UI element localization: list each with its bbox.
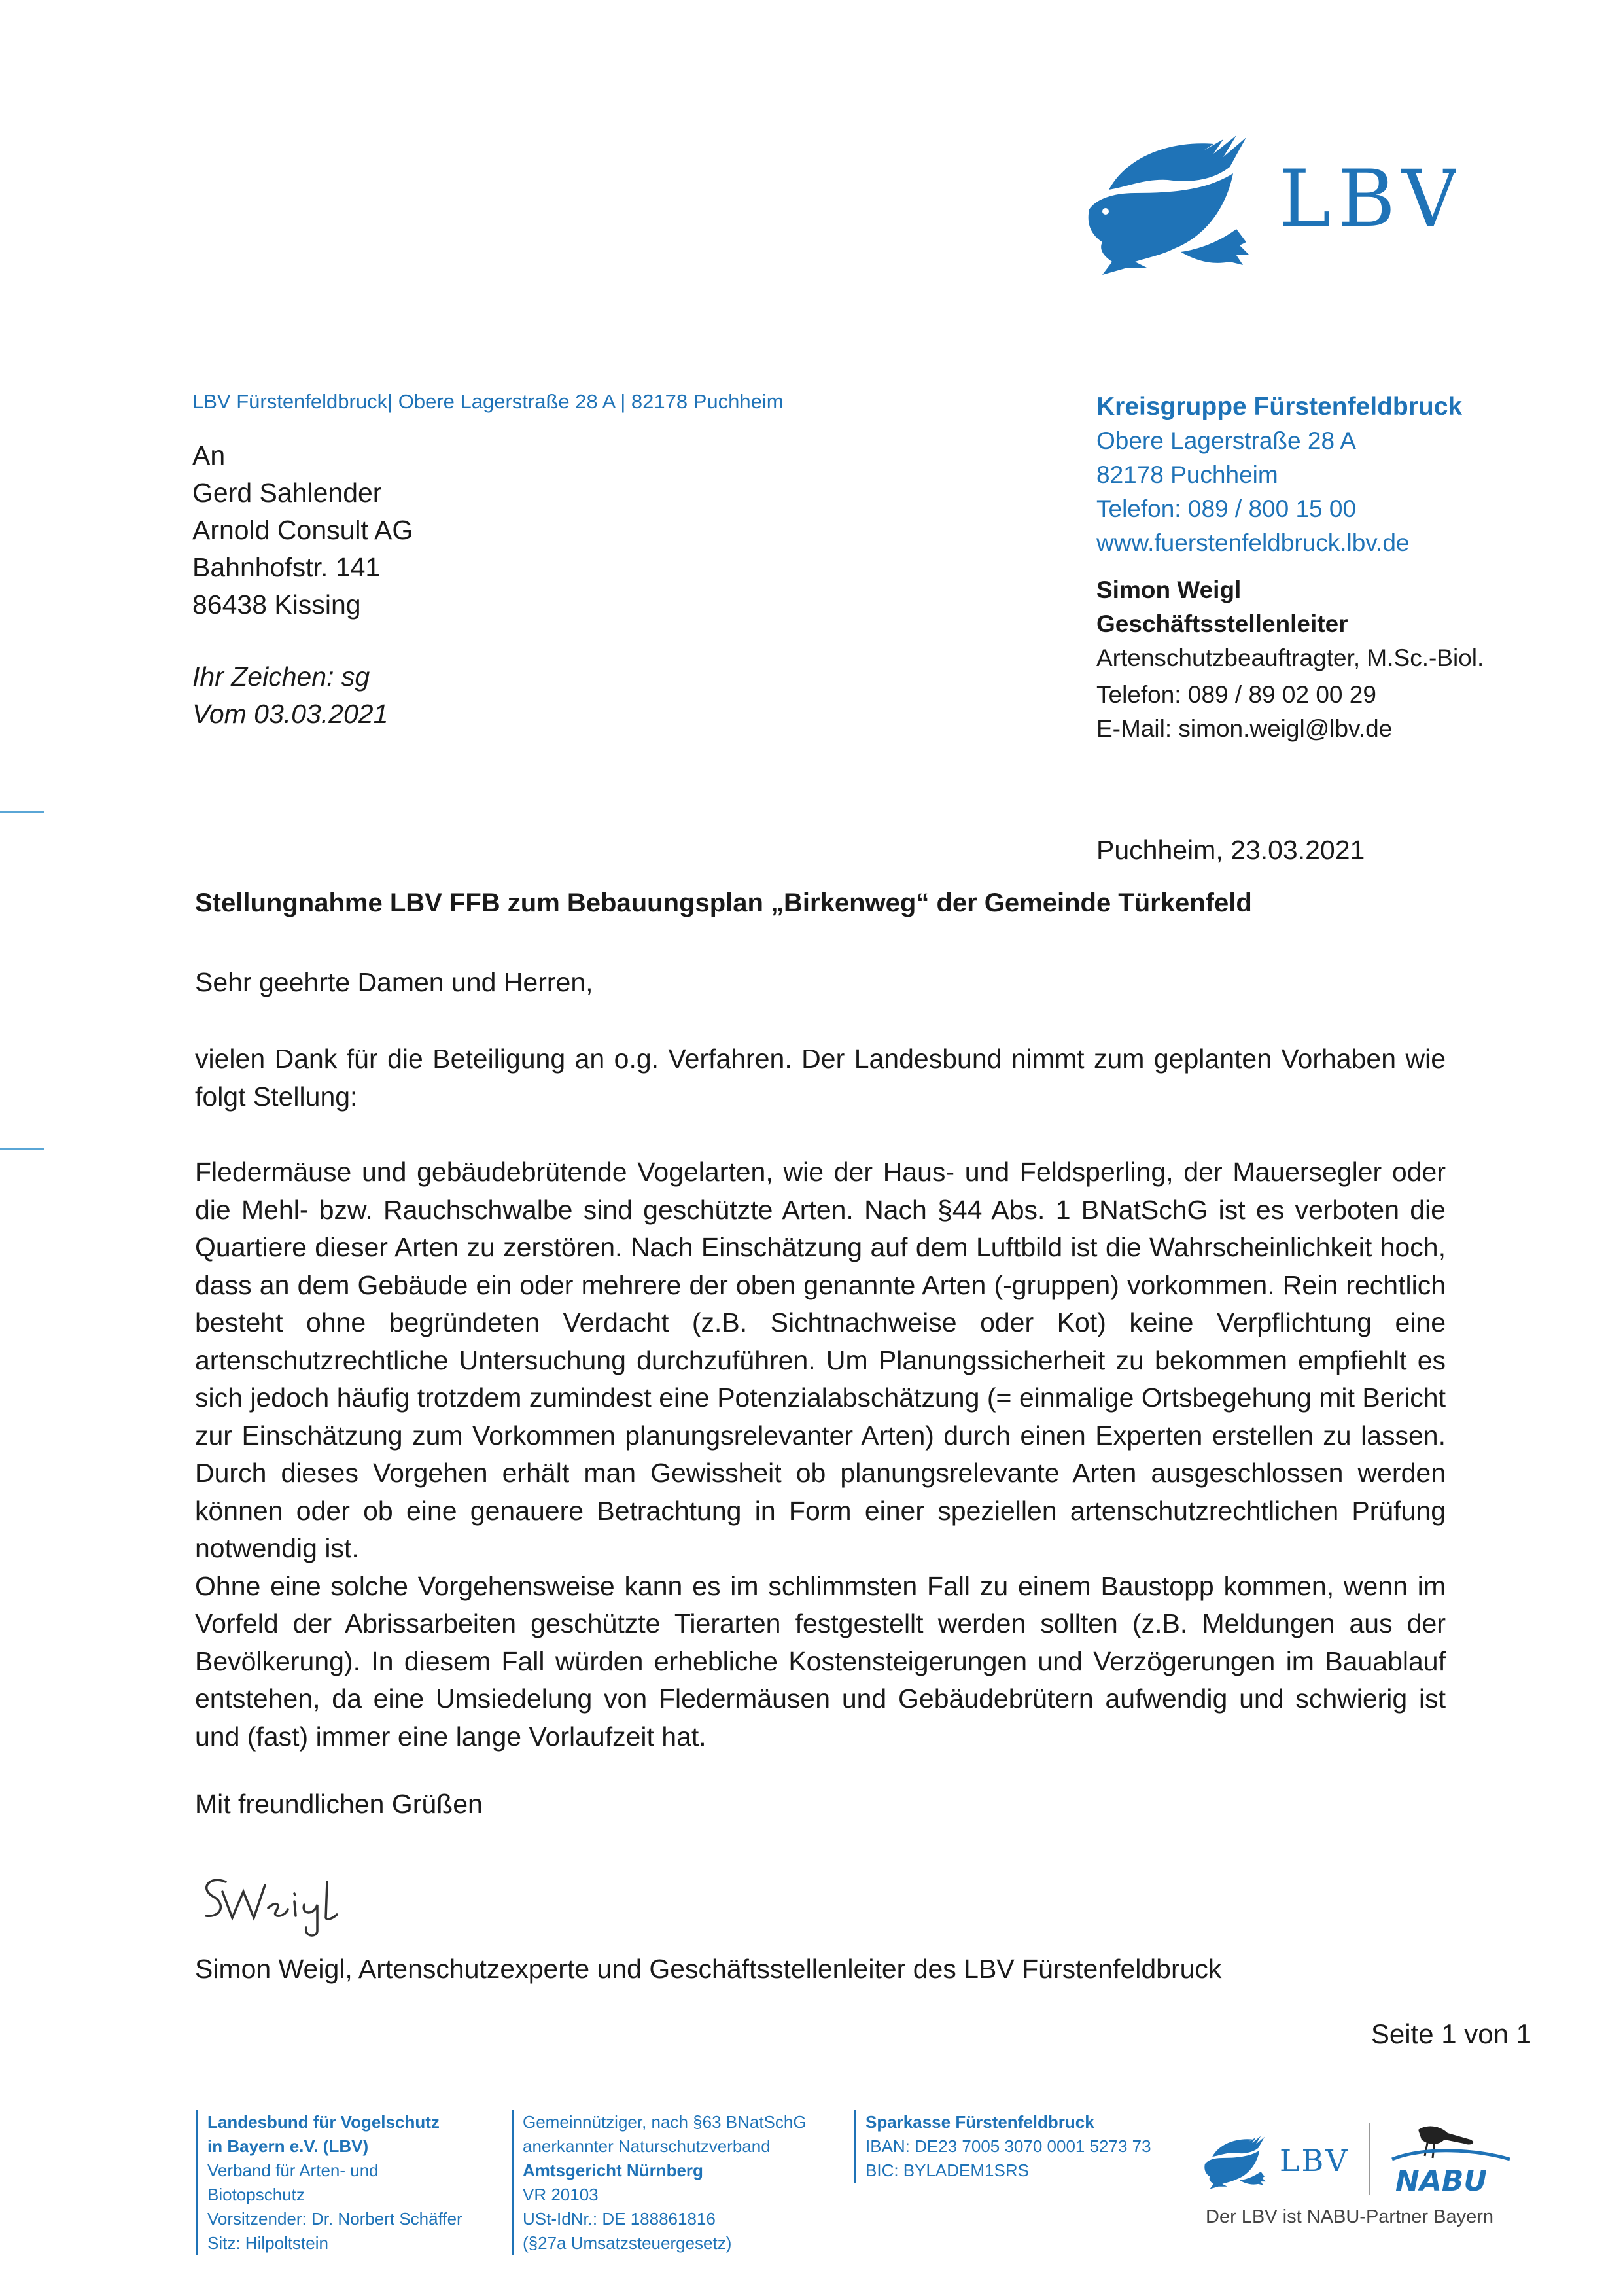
footer-line: IBAN: DE23 7005 3070 0001 5273 73 xyxy=(865,2136,1151,2156)
person-line: Telefon: 089 / 89 02 00 29 xyxy=(1096,681,1376,708)
recipient-line: 86438 Kissing xyxy=(192,590,361,620)
fold-mark xyxy=(0,1148,44,1150)
footer-line: BIC: BYLADEM1SRS xyxy=(865,2161,1029,2180)
footer-line: Verband für Arten- und xyxy=(207,2161,379,2180)
footer-line: (§27a Umsatzsteuergesetz) xyxy=(523,2233,732,2253)
contact-block xyxy=(1096,390,1567,746)
footer-line: Sitz: Hilpoltstein xyxy=(207,2233,328,2253)
person-name: Simon Weigl xyxy=(1096,576,1242,603)
reference-block xyxy=(192,658,388,733)
recipient-line: Arnold Consult AG xyxy=(192,515,413,545)
salutation: Sehr geehrte Damen und Herren, xyxy=(195,967,593,997)
paragraph-text: Fledermäuse und gebäudebrütende Vogelarten, wie der Haus- und Feldsperling, der Mauersegler oder die Mehl- bzw. Rauchschwalbe sind geschützte Arten. Nach §44 Abs. 1 BNatSchG ist es verboten die Quartiere dieser Arten zu zerstören. Nach Einschätzung auf dem Luftbild ist die Wahrscheinlichkeit hoch, dass an dem Gebäude ein oder mehrere der oben genannte Arten (-gruppen) vorkommen. Rein rechtlich besteht ohne begründeten Verdacht (z.B. Sichtnachweise oder Kot) keine Verpflichtung eine artenschutzrechtliche Untersuchung durchzuführen. Um Planungssicherheit zu bekommen empfiehlt es sich jedoch häufig trotzdem zumindest eine Potenzialabschätzung (= einmalige Ortsbegehung mit Bericht zur Einschätzung zum Vorkommen planungsrelevanter Arten) durch einen Experten erstellen zu lassen. Durch dieses Vorgehen erhält man Gewissheit ob planungsrelevante Arten ausgeschlossen werden können oder ob eine genauere Betrachtung in Form einer speziellen artenschutzrechtlichen Prüfung notwendig ist. xyxy=(195,1157,1446,1563)
website-link[interactable]: www.fuerstenfeldbruck.lbv.de xyxy=(1096,529,1410,556)
footer-column-association xyxy=(196,2110,462,2255)
footer-line: Biotopschutz xyxy=(207,2185,305,2204)
footer-line: VR 20103 xyxy=(523,2185,599,2204)
person-line: Artenschutzbeauftragter, M.Sc.-Biol. xyxy=(1096,645,1484,671)
footer-line: anerkannter Naturschutzverband xyxy=(523,2136,771,2156)
stork-icon xyxy=(1392,2127,1510,2159)
paragraph-text: vielen Dank für die Beteiligung an o.g. Verfahren. Der Landesbund nimmt zum geplanten Vorhaben wie folgt Stellung: xyxy=(195,1044,1446,1112)
footer-line: in Bayern e.V. (LBV) xyxy=(207,2136,369,2156)
address-line: Obere Lagerstraße 28 A xyxy=(1096,427,1356,454)
recipient-line: Gerd Sahlender xyxy=(192,478,382,508)
signature-line: Simon Weigl, Artenschutzexperte und Geschäftsstellenleiter des LBV Fürstenfeldbruck xyxy=(195,1954,1222,1984)
footer-column-bank xyxy=(854,2110,1151,2183)
kingfisher-bird-icon xyxy=(1089,135,1249,275)
group-title: Kreisgruppe Fürstenfeldbruck xyxy=(1096,393,1463,421)
person-title: Geschäftsstellenleiter xyxy=(1096,610,1348,637)
lbv-logo xyxy=(1083,128,1456,311)
footer-line: Amtsgericht Nürnberg xyxy=(523,2161,703,2180)
footer-line: Gemeinnütziger, nach §63 BNatSchG xyxy=(523,2112,807,2132)
footer-column-legal xyxy=(512,2110,807,2255)
reference-line: Ihr Zeichen: sg xyxy=(192,662,370,692)
logo-text: LBV xyxy=(1279,154,1456,245)
email-link[interactable]: E-Mail: simon.weigl@lbv.de xyxy=(1096,715,1393,742)
handwritten-signature xyxy=(196,1856,363,1937)
address-line: 82178 Puchheim xyxy=(1096,461,1278,488)
footer-lbv-text: LBV xyxy=(1280,2143,1350,2178)
sender-line: LBV Fürstenfeldbruck| Obere Lagerstraße 28 A | 82178 Puchheim xyxy=(192,390,784,413)
footer-line: Sparkasse Fürstenfeldbruck xyxy=(865,2112,1094,2132)
footer-line: Vorsitzender: Dr. Norbert Schäffer xyxy=(207,2209,462,2229)
address-line: Telefon: 089 / 800 15 00 xyxy=(1096,495,1357,522)
closing: Mit freundlichen Grüßen xyxy=(195,1789,483,1819)
paragraph-text: Ohne eine solche Vorgehensweise kann es im schlimmsten Fall zu einem Baustopp kommen, wenn im Vorfeld der Abrissarbeiten geschützte Tierarten festgestellt werden sollten (z.B. Meldungen aus der Bevölkerung). In diesem Fall würden erhebliche Kostensteigerungen und Verzögerungen im Bauablauf entstehen, da eine Umsiedelung von Fledermäusen und Gebäudebrütern aufwendig und schwierig ist und (fast) immer eine lange Vorlaufzeit hat. xyxy=(195,1570,1446,1752)
footer-nabu-text: NABU xyxy=(1395,2164,1488,2195)
reference-line: Vom 03.03.2021 xyxy=(192,699,389,729)
kingfisher-small-icon xyxy=(1204,2136,1266,2189)
body-paragraph xyxy=(195,1040,1446,1116)
footer-logos xyxy=(1202,2120,1523,2195)
footer-line: USt-IdNr.: DE 188861816 xyxy=(523,2209,716,2229)
fold-mark xyxy=(0,811,44,813)
recipient-line: An xyxy=(192,440,226,470)
footer-line: Landesbund für Vogelschutz xyxy=(207,2112,440,2132)
body-paragraph xyxy=(195,1154,1446,1756)
page-number: Seite 1 von 1 xyxy=(1370,2019,1531,2049)
date-line: Puchheim, 23.03.2021 xyxy=(1096,835,1365,865)
recipient-line: Bahnhofstr. 141 xyxy=(192,552,381,582)
subject-line: Stellungnahme LBV FFB zum Bebauungsplan „Birkenweg“ der Gemeinde Türkenfeld xyxy=(195,889,1252,917)
recipient-address xyxy=(192,437,413,624)
partner-note: Der LBV ist NABU-Partner Bayern xyxy=(1206,2206,1493,2227)
